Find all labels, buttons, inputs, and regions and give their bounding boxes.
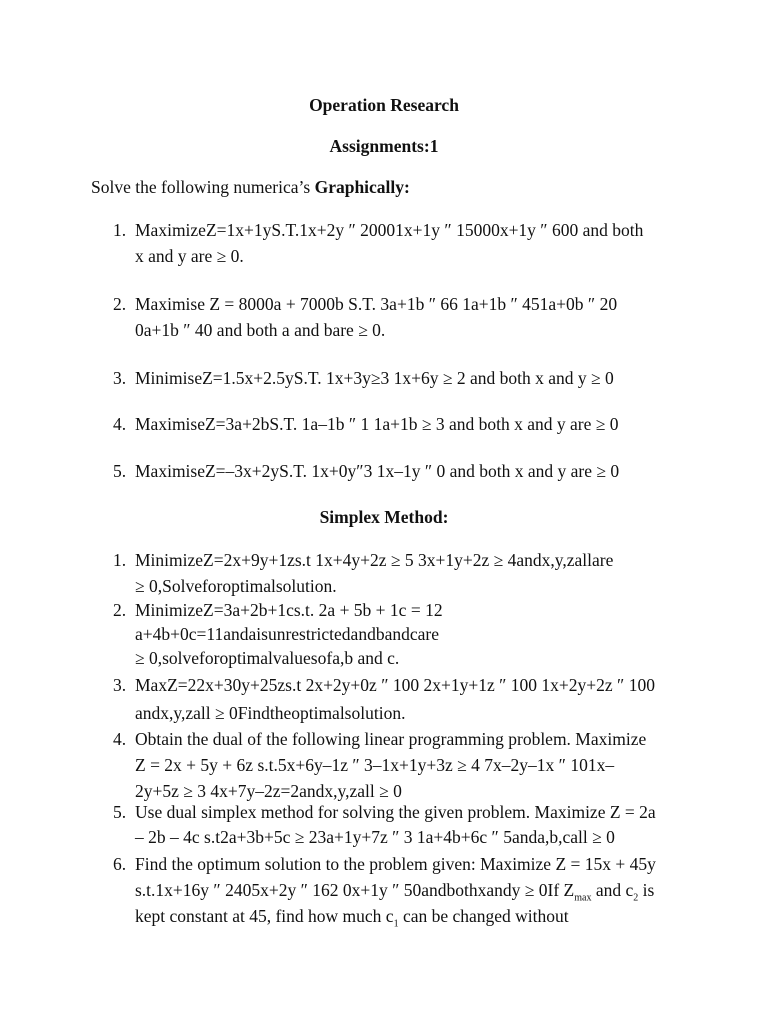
item-line: Obtain the dual of the following linear programming problem. Maximize — [135, 729, 647, 749]
item-line: MaximizeZ=1x+1yS.T.1x+2y ″ 20001x+1y ″ 15000x+1y ″ 600 and both — [135, 220, 644, 240]
item-number: 1. — [113, 550, 127, 570]
intro-bold-text: Graphically: — [314, 177, 410, 197]
item-line: ≥ 0,Solveforoptimalsolution. — [135, 576, 337, 596]
item-number: 4. — [113, 414, 127, 434]
item-number: 6. — [113, 854, 127, 874]
document-title: Operation Research — [309, 95, 459, 115]
intro-text: Solve the following numerica’s — [91, 177, 315, 197]
item-line: 2y+5z ≥ 3 4x+7y–2z=2andx,y,zall ≥ 0 — [135, 781, 402, 801]
item-number: 2. — [113, 294, 127, 314]
item-line: MinimiseZ=1.5x+2.5yS.T. 1x+3y≥3 1x+6y ≥ 2 and both x and y ≥ 0 — [135, 368, 614, 388]
item-number: 3. — [113, 675, 127, 695]
subscript-max: max — [574, 892, 592, 904]
subscript-1: 1 — [393, 918, 399, 930]
item-line: Maximise Z = 8000a + 7000b S.T. 3a+1b ″ 66 1a+1b ″ 451a+0b ″ 20 — [135, 294, 618, 314]
item-line: x and y are ≥ 0. — [135, 246, 244, 266]
item-line: Use dual simplex method for solving the given problem. Maximize Z = 2a — [135, 802, 656, 822]
item-number: 3. — [113, 368, 127, 388]
item-line: MaxZ=22x+30y+25zs.t 2x+2y+0z ″ 100 2x+1y+1z ″ 100 1x+2y+2z ″ 100 — [135, 675, 655, 695]
item-line: – 2b – 4c s.t2a+3b+5c ≥ 23a+1y+7z ″ 3 1a+4b+6c ″ 5anda,b,call ≥ 0 — [135, 827, 615, 847]
item-number: 1. — [113, 220, 127, 240]
item-line: Z = 2x + 5y + 6z s.t.5x+6y–1z ″ 3–1x+1y+3z ≥ 4 7x–2y–1x ″ 101x– — [135, 755, 615, 775]
item-line: 0a+1b ″ 40 and both a and bare ≥ 0. — [135, 320, 386, 340]
item-line: MaximiseZ=3a+2bS.T. 1a–1b ″ 1 1a+1b ≥ 3 and both x and y are ≥ 0 — [135, 414, 619, 434]
item-line-with-subscripts: s.t.1x+16y ″ 2405x+2y ″ 162 0x+1y ″ 50andbothxandy ≥ 0If $Z_{max}$ and $c_2$ is — [135, 880, 655, 904]
item-line: MaximiseZ=–3x+2yS.T. 1x+0y″3 1x–1y ″ 0 and both x and y are ≥ 0 — [135, 461, 620, 481]
graphical-intro — [91, 176, 711, 198]
item-line: ≥ 0,solveforoptimalvaluesofa,b and c. — [135, 648, 400, 668]
item-line-with-subscripts: kept constant at 45, find how much $c_1$ can be changed without — [135, 906, 569, 930]
item-number: 4. — [113, 729, 127, 749]
item-line: MinimizeZ=2x+9y+1zs.t 1x+4y+2z ≥ 5 3x+1y+2z ≥ 4andx,y,zallare — [135, 550, 614, 570]
item-line: andx,y,zall ≥ 0Findtheoptimalsolution. — [135, 703, 406, 723]
simplex-heading: Simplex Method: — [319, 507, 449, 527]
item-line: MinimizeZ=3a+2b+1cs.t. 2a + 5b + 1c = 12 — [135, 600, 443, 620]
item-number: 2. — [113, 600, 127, 620]
subscript-2: 2 — [633, 892, 639, 904]
item-number: 5. — [113, 461, 127, 481]
item-line: Find the optimum solution to the problem given: Maximize Z = 15x + 45y — [135, 854, 656, 874]
assignment-subtitle: Assignments:1 — [329, 136, 439, 156]
item-number: 5. — [113, 802, 127, 822]
item-line: a+4b+0c=11andaisunrestrictedandbandcare — [135, 624, 439, 644]
